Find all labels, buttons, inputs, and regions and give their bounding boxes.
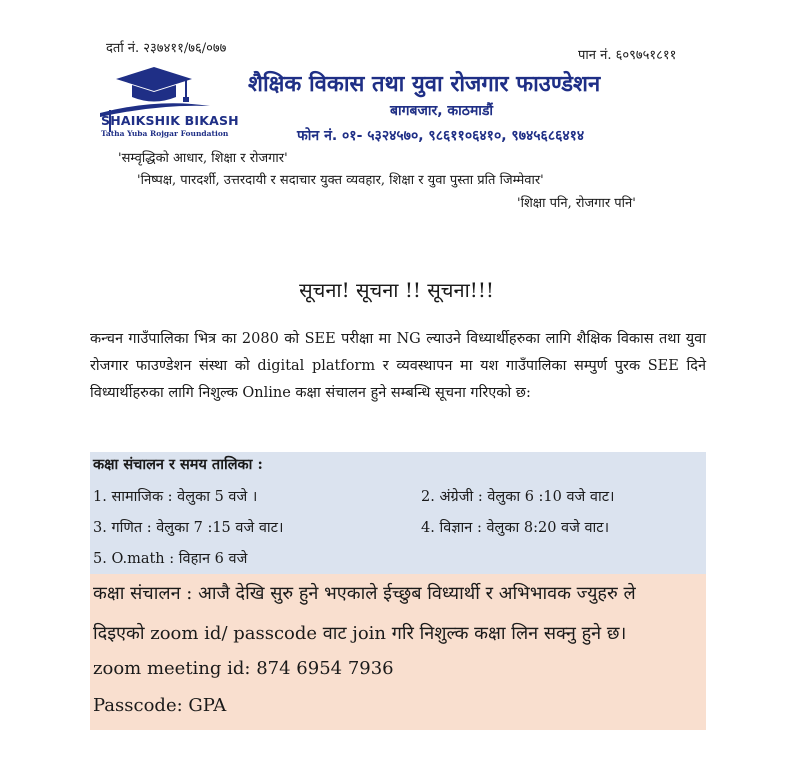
- notice-title: सूचना! सूचना !! सूचना!!!: [299, 278, 494, 302]
- motto-2: 'निष्पक्ष, पारदर्शी, उत्तरदायी र सदाचार युक्त व्यवहार, शिक्षा र युवा पुस्ता प्रति जिम्मेवार': [137, 173, 544, 188]
- pan-number: पान नं. ६०९७५१८११: [578, 48, 677, 63]
- organization-name: शैक्षिक विकास तथा युवा रोजगार फाउण्डेशन: [248, 72, 601, 97]
- schedule-item: 2. अंग्रेजी : वेलुका 6 :10 वजे वाट।: [421, 489, 615, 505]
- info-line-2: दिइएको zoom id/ passcode वाट join गरि निशुल्क कक्षा लिन सक्नु हुने छ।: [93, 623, 627, 644]
- registration-number: दर्ता नं. २३७४११/७६/०७७: [106, 41, 227, 56]
- passcode: Passcode: GPA: [93, 695, 227, 716]
- organization-phone: फोन नं. ०१- ५३२४५७०, ९८६११०६४१०, ९७४५६८६४१४: [297, 128, 585, 144]
- info-line-1: कक्षा संचालन : आजै देखि सुरु हुने भएकाले ईच्छुब विध्यार्थी र अभिभावक ज्युहरु ले: [93, 583, 636, 604]
- schedule-heading: कक्षा संचालन र समय तालिका :: [93, 456, 263, 473]
- schedule-item: 5. O.math : विहान 6 वजे: [93, 551, 248, 567]
- organization-address: बागबजार, काठमाडौं: [390, 103, 494, 119]
- schedule-item: 4. विज्ञान : वेलुका 8:20 वजे वाट।: [421, 520, 610, 536]
- schedule-item: 3. गणित : वेलुका 7 :15 वजे वाट।: [93, 520, 284, 536]
- motto-3: 'शिक्षा पनि, रोजगार पनि': [517, 196, 636, 211]
- schedule-item: 1. सामाजिक : वेलुका 5 वजे ।: [93, 489, 258, 505]
- logo-text-line1: SHAIKSHIK BIKASH: [101, 113, 239, 128]
- zoom-meeting-id: zoom meeting id: 874 6954 7936: [93, 658, 394, 679]
- logo-text-line2: Tatha Yuba Rojgar Foundation: [101, 129, 229, 138]
- notice-body: कन्चन गाउँपालिका भित्र का 2080 को SEE परीक्षा मा NG ल्याउने विध्यार्थीहरुका लागि शैक्षिक विकास तथा युवा रोजगार फाउण्डेशन संस्था को digital platform र व्यवस्थापन मा यश गाउँपालिका सम्पुर्ण पुरक SEE दिने विध्यार्थीहरुका लागि निशुल्क Online कक्षा संचालन हुने सम्बन्धि सूचना गरिएको छ:: [90, 331, 706, 401]
- motto-1: 'सम्वृद्धिको आधार, शिक्षा र रोजगार': [118, 151, 288, 166]
